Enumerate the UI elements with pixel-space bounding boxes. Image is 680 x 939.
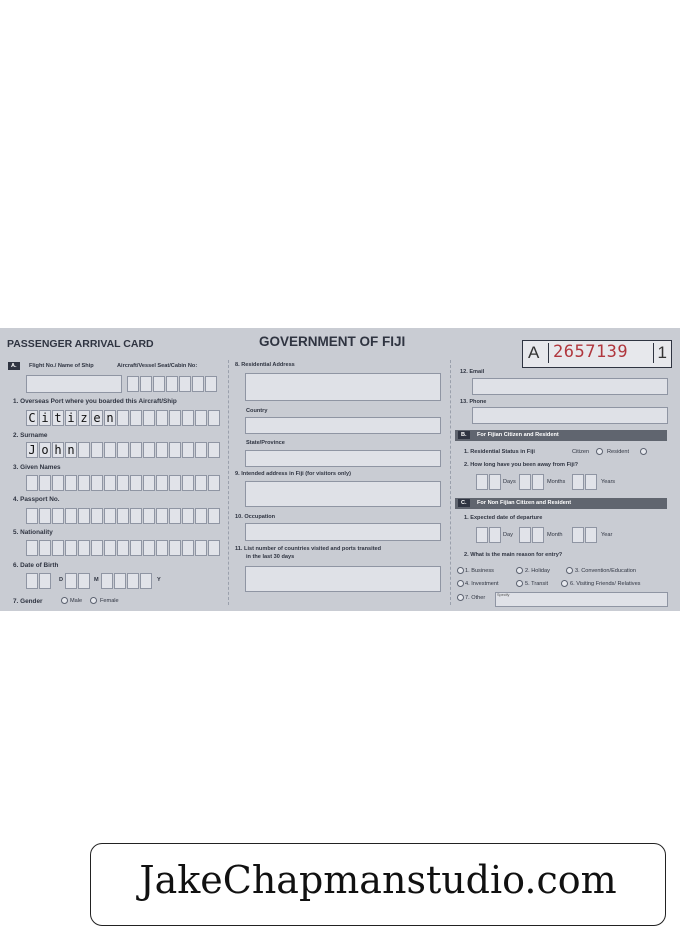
dob-cell[interactable] xyxy=(65,573,77,589)
q12-label: 12. Email xyxy=(460,369,485,375)
serial-prefix: A xyxy=(528,343,549,363)
given-name-cell[interactable] xyxy=(130,475,142,491)
given-name-cell[interactable] xyxy=(65,475,77,491)
b1-label: 1. Residential Status in Fiji xyxy=(464,449,535,455)
surname-cell[interactable] xyxy=(156,442,168,458)
surname-cell[interactable] xyxy=(195,442,207,458)
q2-label: 2. Surname xyxy=(13,432,48,439)
port-cell[interactable] xyxy=(143,410,155,426)
convention-radio[interactable] xyxy=(566,567,573,574)
passport-cell[interactable] xyxy=(117,508,129,524)
departure-cell[interactable] xyxy=(489,527,501,543)
watermark-text: JakeChapmanstudio.com xyxy=(139,858,617,902)
transit-radio[interactable] xyxy=(516,580,523,587)
day-label: Day xyxy=(503,532,513,538)
card-title: PASSENGER ARRIVAL CARD xyxy=(7,338,154,350)
occupation-field[interactable] xyxy=(245,523,441,541)
year-label: Year xyxy=(601,532,613,538)
resident-radio[interactable] xyxy=(640,448,647,455)
q7-label: 7. Gender xyxy=(13,598,43,605)
departure-cell[interactable] xyxy=(476,527,488,543)
dob-cell[interactable] xyxy=(26,573,38,589)
surname-cell[interactable]: o xyxy=(39,442,51,458)
country-label: Country xyxy=(246,408,268,414)
passport-cell[interactable] xyxy=(52,508,64,524)
serial-number-box xyxy=(522,340,672,368)
specify-label: Specify xyxy=(497,593,510,597)
dob-cell[interactable] xyxy=(114,573,126,589)
section-c-tag: C. xyxy=(458,499,470,507)
port-cell[interactable] xyxy=(117,410,129,426)
port-cell[interactable]: i xyxy=(39,410,51,426)
flight-label: Flight No./ Name of Ship xyxy=(29,363,94,369)
holiday-label: 2. Holiday xyxy=(525,568,550,574)
passport-cell[interactable] xyxy=(208,508,220,524)
days-label: Days xyxy=(503,479,516,485)
port-cell[interactable] xyxy=(130,410,142,426)
citizen-radio[interactable] xyxy=(596,448,603,455)
nationality-cell[interactable] xyxy=(143,540,155,556)
surname-cell[interactable] xyxy=(182,442,194,458)
surname-cell[interactable] xyxy=(130,442,142,458)
business-label: 1. Business xyxy=(465,568,494,574)
away-cell[interactable] xyxy=(572,474,584,490)
departure-cell[interactable] xyxy=(585,527,597,543)
nationality-cell[interactable] xyxy=(195,540,207,556)
transit-label: 5. Transit xyxy=(525,581,549,587)
passport-cell[interactable] xyxy=(130,508,142,524)
passport-cell[interactable] xyxy=(39,508,51,524)
nationality-cell[interactable] xyxy=(130,540,142,556)
female-label: Female xyxy=(100,598,119,604)
given-name-cell[interactable] xyxy=(104,475,116,491)
nationality-cell[interactable] xyxy=(26,540,38,556)
watermark-box xyxy=(90,843,666,926)
port-cell[interactable] xyxy=(195,410,207,426)
departure-cell[interactable] xyxy=(532,527,544,543)
serial-suffix: 1 xyxy=(653,343,667,363)
citizen-label: Citizen xyxy=(572,449,590,455)
given-name-cell[interactable] xyxy=(195,475,207,491)
passport-cell[interactable] xyxy=(195,508,207,524)
passport-cell[interactable] xyxy=(65,508,77,524)
dob-cell[interactable] xyxy=(78,573,90,589)
country-field[interactable] xyxy=(245,417,441,434)
q6-label: 6. Date of Birth xyxy=(13,562,59,569)
given-name-cell[interactable] xyxy=(117,475,129,491)
dob-cell[interactable] xyxy=(140,573,152,589)
other-radio[interactable] xyxy=(457,594,464,601)
surname-cell[interactable] xyxy=(78,442,90,458)
month-label: Month xyxy=(547,532,563,538)
passport-cell[interactable] xyxy=(78,508,90,524)
section-b-title: For Fijian Citizen and Resident xyxy=(477,432,559,438)
other-specify-field[interactable] xyxy=(495,592,668,607)
male-radio[interactable] xyxy=(61,597,68,604)
dob-cell[interactable] xyxy=(101,573,113,589)
seat-cell[interactable] xyxy=(179,376,191,392)
passport-cell[interactable] xyxy=(182,508,194,524)
q11-label-2: in the last 30 days xyxy=(246,554,295,560)
months-label: Months xyxy=(547,479,566,485)
port-cell[interactable] xyxy=(208,410,220,426)
q3-label: 3. Given Names xyxy=(13,464,61,471)
surname-cell[interactable]: J xyxy=(26,442,38,458)
port-cell[interactable]: i xyxy=(65,410,77,426)
given-name-cell[interactable] xyxy=(169,475,181,491)
given-name-cell[interactable] xyxy=(143,475,155,491)
passport-cell[interactable] xyxy=(91,508,103,524)
passport-cell[interactable] xyxy=(104,508,116,524)
port-cell[interactable]: t xyxy=(52,410,64,426)
serial-number: 2657139 xyxy=(553,342,629,362)
surname-cell[interactable]: n xyxy=(65,442,77,458)
female-radio[interactable] xyxy=(90,597,97,604)
section-c-header xyxy=(455,498,667,509)
dob-year-mark: Y xyxy=(157,577,161,583)
nationality-cell[interactable] xyxy=(52,540,64,556)
port-cell[interactable]: n xyxy=(104,410,116,426)
dob-cell[interactable] xyxy=(39,573,51,589)
state-label: State/Province xyxy=(246,440,285,446)
business-radio[interactable] xyxy=(457,567,464,574)
away-cell[interactable] xyxy=(476,474,488,490)
column-divider xyxy=(450,360,451,605)
b2-label: 2. How long have you been away from Fiji? xyxy=(464,462,579,468)
nationality-cell[interactable] xyxy=(117,540,129,556)
resident-label: Resident xyxy=(607,449,630,455)
q9-label: 9. Intended address in Fiji (for visitors only) xyxy=(235,471,351,477)
port-cell[interactable] xyxy=(169,410,181,426)
seat-cell[interactable] xyxy=(205,376,217,392)
c1-label: 1. Expected date of departure xyxy=(464,515,543,521)
given-name-cell[interactable] xyxy=(39,475,51,491)
dob-cell[interactable] xyxy=(127,573,139,589)
surname-cell[interactable] xyxy=(91,442,103,458)
passport-cell[interactable] xyxy=(156,508,168,524)
given-name-cell[interactable] xyxy=(208,475,220,491)
port-cell[interactable] xyxy=(182,410,194,426)
passport-cell[interactable] xyxy=(169,508,181,524)
port-cell[interactable]: z xyxy=(78,410,90,426)
visiting-label: 6. Visiting Friends/ Relatives xyxy=(570,581,641,587)
seat-label: Aircraft/Vessel Seat/Cabin No: xyxy=(117,363,198,369)
nationality-cell[interactable] xyxy=(156,540,168,556)
port-cell[interactable]: e xyxy=(91,410,103,426)
q10-label: 10. Occupation xyxy=(235,514,276,520)
given-name-cell[interactable] xyxy=(52,475,64,491)
holiday-radio[interactable] xyxy=(516,567,523,574)
nationality-cell[interactable] xyxy=(208,540,220,556)
investment-label: 4. Investment xyxy=(465,581,499,587)
departure-cell[interactable] xyxy=(519,527,531,543)
years-label: Years xyxy=(601,479,616,485)
section-b-tag: B. xyxy=(458,431,470,439)
surname-cell[interactable] xyxy=(169,442,181,458)
c2-label: 2. What is the main reason for entry? xyxy=(464,552,563,558)
port-cell[interactable] xyxy=(156,410,168,426)
nationality-cell[interactable] xyxy=(182,540,194,556)
port-cell[interactable]: C xyxy=(26,410,38,426)
given-name-cell[interactable] xyxy=(26,475,38,491)
nationality-cell[interactable] xyxy=(104,540,116,556)
nationality-cell[interactable] xyxy=(78,540,90,556)
phone-field[interactable] xyxy=(472,407,668,424)
column-divider xyxy=(228,360,229,605)
fiji-address-field[interactable] xyxy=(245,481,441,507)
convention-label: 3. Convention/Education xyxy=(575,568,636,574)
residential-address-field[interactable] xyxy=(245,373,441,401)
government-title: GOVERNMENT OF FIJI xyxy=(259,334,406,349)
departure-cell[interactable] xyxy=(572,527,584,543)
surname-cell[interactable] xyxy=(143,442,155,458)
nationality-cell[interactable] xyxy=(169,540,181,556)
q4-label: 4. Passport No. xyxy=(13,496,60,503)
given-name-cell[interactable] xyxy=(78,475,90,491)
surname-cell[interactable] xyxy=(104,442,116,458)
seat-cell[interactable] xyxy=(140,376,152,392)
surname-cell[interactable]: h xyxy=(52,442,64,458)
flight-number-field[interactable] xyxy=(26,375,122,393)
section-c-title: For Non Fijian Citizen and Resident xyxy=(477,500,572,506)
nationality-cell[interactable] xyxy=(65,540,77,556)
section-a-tag: A. xyxy=(8,362,20,370)
male-label: Male xyxy=(70,598,83,604)
nationality-cell[interactable] xyxy=(39,540,51,556)
email-field[interactable] xyxy=(472,378,668,395)
seat-cell[interactable] xyxy=(192,376,204,392)
dob-day-mark: D xyxy=(59,577,64,583)
visiting-radio[interactable] xyxy=(561,580,568,587)
away-cell[interactable] xyxy=(519,474,531,490)
away-cell[interactable] xyxy=(532,474,544,490)
q11-label: 11. List number of countries visited and ports transited xyxy=(235,546,382,552)
countries-visited-field[interactable] xyxy=(245,566,441,592)
passport-cell[interactable] xyxy=(26,508,38,524)
away-cell[interactable] xyxy=(489,474,501,490)
investment-radio[interactable] xyxy=(457,580,464,587)
seat-cell[interactable] xyxy=(166,376,178,392)
q13-label: 13. Phone xyxy=(460,399,487,405)
passport-cell[interactable] xyxy=(143,508,155,524)
q1-label: 1. Overseas Port where you boarded this Aircraft/Ship xyxy=(13,398,177,405)
given-name-cell[interactable] xyxy=(182,475,194,491)
surname-cell[interactable] xyxy=(117,442,129,458)
nationality-cell[interactable] xyxy=(91,540,103,556)
given-name-cell[interactable] xyxy=(156,475,168,491)
q5-label: 5. Nationality xyxy=(13,529,53,536)
seat-cell[interactable] xyxy=(127,376,139,392)
given-name-cell[interactable] xyxy=(91,475,103,491)
seat-cell[interactable] xyxy=(153,376,165,392)
section-b-header xyxy=(455,430,667,441)
dob-month-mark: M xyxy=(94,577,99,583)
q8-label: 8. Residential Address xyxy=(235,362,295,368)
state-field[interactable] xyxy=(245,450,441,467)
surname-cell[interactable] xyxy=(208,442,220,458)
away-cell[interactable] xyxy=(585,474,597,490)
other-label: 7. Other xyxy=(465,595,486,601)
